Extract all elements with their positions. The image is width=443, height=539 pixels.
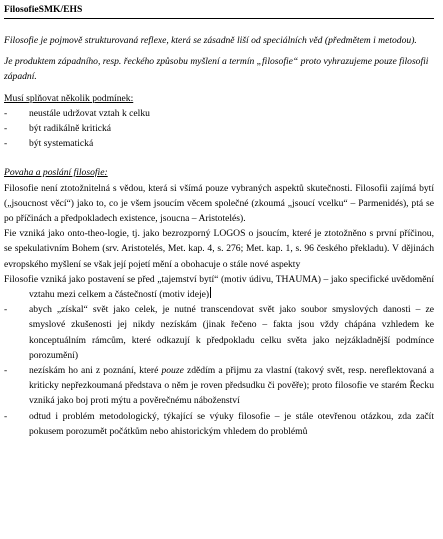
paragraph-2: Fie vzniká jako onto-theo-logie, tj. jako bezrozporný LOGOS o jsoucím, které je ztotožněno s první příčinou, se spekulativním Bohem (srv. Aristotelés, Met. kap. 4, s. 276; Met. kap. 1, s. 96 českého překladu). V dějinách evropského myšlení se však její pojetí mění a obohacuje o stále nové aspekty (4, 228, 434, 270)
list-item (4, 136, 434, 151)
document-title: FilosofieSMK/EHS (4, 4, 83, 15)
bullet-text: odtud i problém metodologický, týkající se výuky filosofie – je stále otevřenou otázkou, zda začít pokusem porozumět počátkům nebo ahistorickým vhledem do problémů (29, 410, 434, 437)
dash-bullet: - (4, 410, 8, 422)
dash-bullet: - (4, 138, 8, 150)
paragraph-3 (4, 272, 434, 302)
intro-text-1: Filosofie je pojmově strukturovaná reflexe, která se zásadně liší od speciálních věd (předmětem i metodou). (4, 35, 417, 46)
section-heading: Povaha a poslání filosofie: (4, 167, 108, 179)
text-cursor (210, 287, 211, 298)
list-item (4, 363, 434, 409)
bullet-text-rich: nezískám ho ani z poznání, které pouze zdědím a přijmu za vlastní (takový svět, resp. nereflektovaná a kriticky nepřezkoumaná představa o něm je roven předsudku či pověře); proto filosofie ve starém Řecku vzniká jako boj proti mýtu a pověrečnému náboženství (29, 365, 434, 407)
condition-text: být radikálně kritická (29, 123, 112, 135)
intro-paragraph-2 (4, 54, 434, 84)
condition-text: neustále udržovat vztah k celku (29, 107, 150, 119)
bullet-text: abych „získal“ svět jako celek, je nutné transcendovat svět jako soubor smyslových danosti – ze smyslové zkušenosti jej nikdy nezískám (jinak řečeno – fakta jsou vždy chápána vzhledem ke konceptuálním rámcům, které odkazují k předpokladu celku světa jako nejzákladnější podmínce porozumění) (29, 304, 434, 361)
list-item (4, 121, 434, 136)
paragraph-3-text: Filosofie vzniká jako postavení se před „tajemství bytí“ (motiv údivu, THAUMA) – jako specifické uvědomění vztahu mezi celkem a částečností (motiv ideje) (4, 273, 434, 301)
dash-bullet: - (4, 365, 8, 377)
intro-text-2: Je produktem západního, resp. řeckého způsobu myšlení a termín „filosofie“ proto vyhrazujeme pouze filosofii západní. (4, 56, 429, 83)
document-page (0, 2, 437, 439)
dash-bullet: - (4, 107, 8, 119)
conditions-heading: Musí splňovat několik podmínek: (4, 92, 134, 104)
intro-paragraph-1 (4, 33, 434, 48)
bullets-list (4, 302, 434, 439)
condition-text: být systematická (29, 138, 94, 150)
paragraph-1: Filosofie není ztotožnitelná s vědou, která si všímá pouze vybraných aspektů skutečnosti. Filosofii zajímá bytí („jsoucnost věcí“) jako to, co je všem jsoucím věcem společné (zkoumá „jsoucí vcelku“ – Parmenidés), ptá se po příčinách a předpokladech existence, jsoucna – Aristotelés). (4, 182, 434, 225)
list-item (4, 302, 434, 363)
list-item (4, 106, 434, 121)
emphasis: pouze (161, 365, 184, 377)
conditions-list (4, 106, 434, 152)
dash-bullet: - (4, 304, 8, 316)
list-item (4, 409, 434, 439)
dash-bullet: - (4, 123, 8, 135)
